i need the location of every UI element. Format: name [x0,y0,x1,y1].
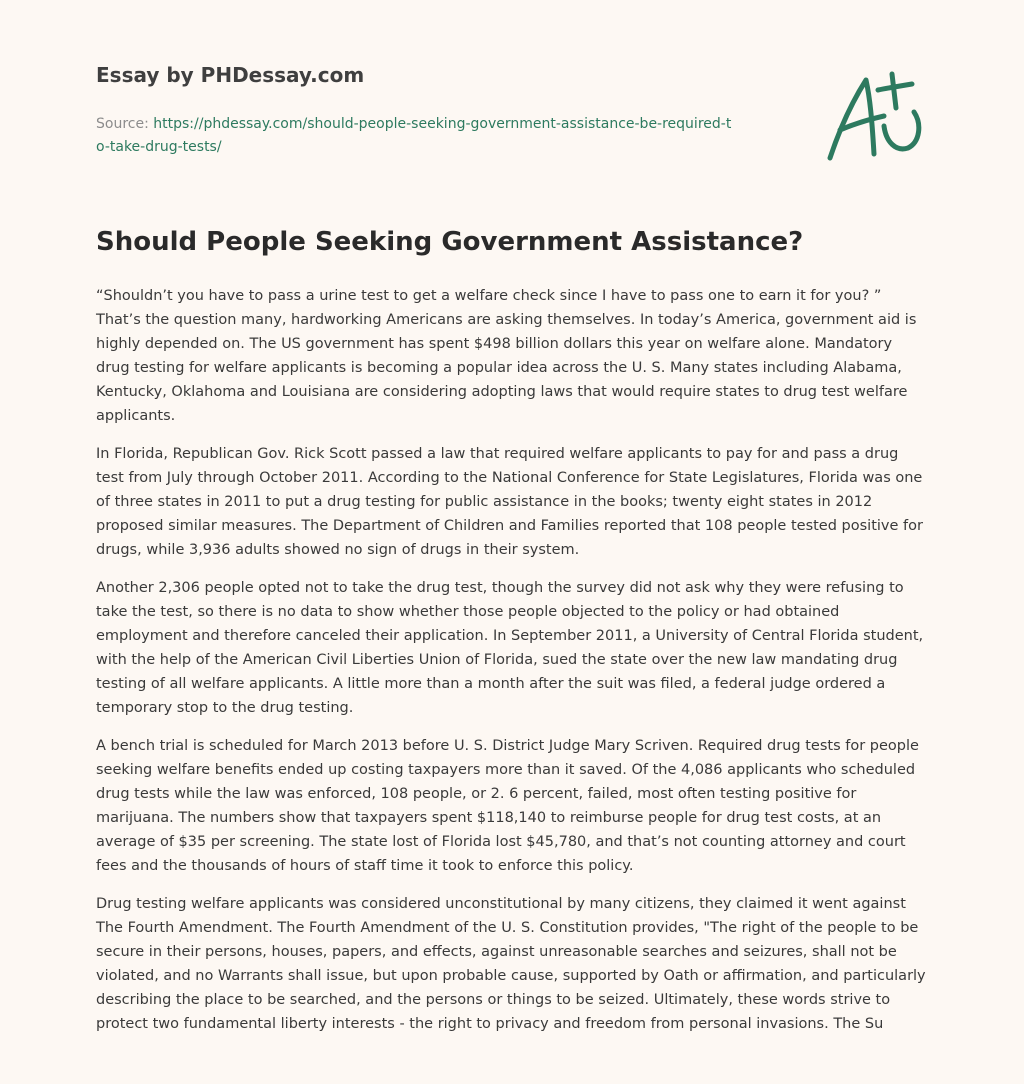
essay-paragraph: In Florida, Republican Gov. Rick Scott passed a law that required welfare applicants to pay for and pass a drug test from July through October 2011. According to the National Conference for State Legislatures, Florida was one of three states in 2011 to put a drug testing for public assistance in the books; twenty eight states in 2012 proposed similar measures. The Department of Children and Families reported that 108 people tested positive for drugs, while 3,936 adults showed no sign of drugs in their system. [96,446,923,558]
essay-body [96,284,928,1050]
essay-paragraph: Another 2,306 people opted not to take the drug test, though the survey did not ask why they were refusing to take the test, so there is no data to show whether those people objected to the policy or had obtained employment and therefore canceled their application. In September 2011, a University of Central Florida student, with the help of the American Civil Liberties Union of Florida, sued the state over the new law mandating drug testing of all welfare applicants. A little more than a month after the suit was filed, a federal judge ordered a temporary stop to the drug testing. [96,580,924,716]
essay-paragraph: A bench trial is scheduled for March 2013 before U. S. District Judge Mary Scriven. Required drug tests for people seeking welfare benefits ended up costing taxpayers more than it saved. Of the 4,086 applicants who scheduled drug tests while the law was enforced, 108 people, or 2. 6 percent, failed, most often testing positive for marijuana. The numbers show that taxpayers spent $118,140 to reimburse people for drug test costs, at an average of $35 per screening. The state lost of Florida lost $45,780, and that’s not counting attorney and court fees and the thousands of hours of staff time it took to enforce this policy. [96,738,919,874]
essay-paragraph: Drug testing welfare applicants was considered unconstitutional by many citizens, they claimed it went against The Fourth Amendment. The Fourth Amendment of the U. S. Constitution provides, "The right of the people to be secure in their persons, houses, papers, and effects, against unreasonable searches and seizures, shall not be violated, and no Warrants shall issue, but upon probable cause, supported by Oath or affirmation, and particularly describing the place to be searched, and the persons or things to be seized. Ultimately, these words strive to protect two fundamental liberty interests - the right to privacy and freedom from personal invasions. The Su [96,896,926,1032]
essay-paragraph: “Shouldn’t you have to pass a urine test to get a welfare check since I have to pass one to earn it for you? ” That’s the question many, hardworking Americans are asking themselves. In today’s America, government aid is highly depended on. The US government has spent $498 billion dollars this year on welfare alone. Mandatory drug testing for welfare applicants is becoming a popular idea across the U. S. Many states including Alabama, Kentucky, Oklahoma and Louisiana are considering adopting laws that would require states to drug test welfare applicants. [96,288,917,424]
site-title: Essay by PHDessay.com [96,63,365,87]
source-line [96,113,736,159]
source-label: Source: [96,116,154,132]
a-plus-grade-icon [826,68,926,164]
essay-title: Should People Seeking Government Assistance? [96,227,804,257]
source-link[interactable]: https://phdessay.com/should-people-seeking-government-assistance-be-required-to-take-drug-tests/ [96,116,732,155]
